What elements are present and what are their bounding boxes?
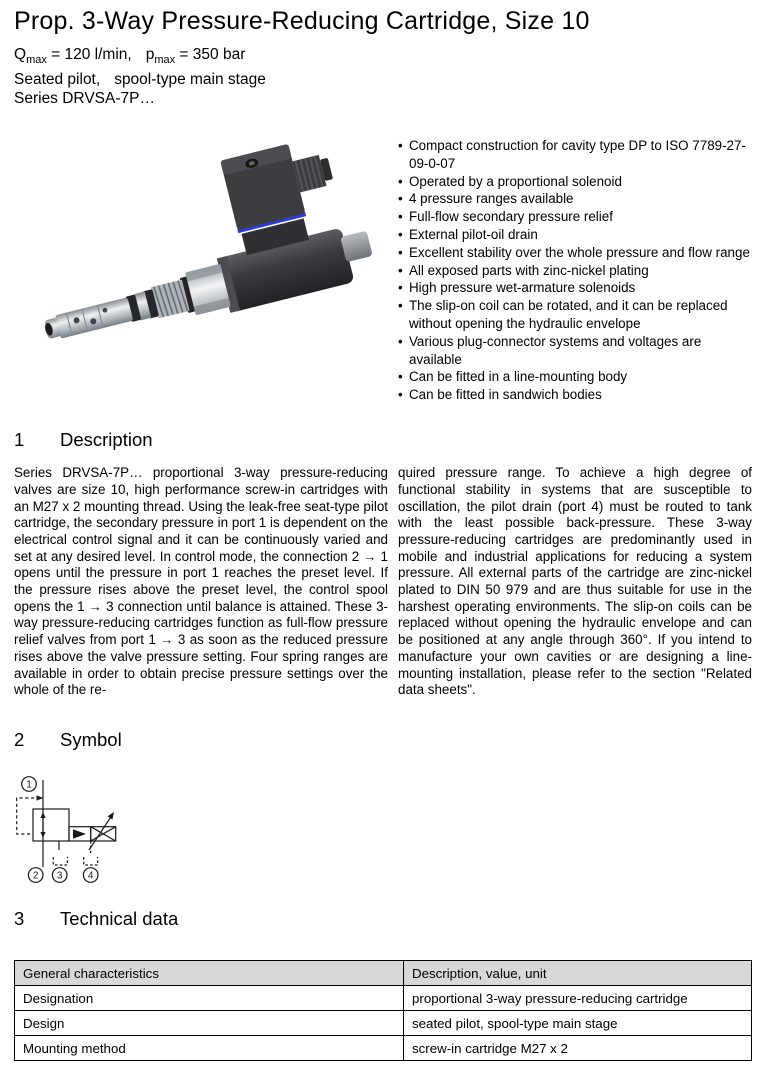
q-subscript: max	[26, 54, 47, 67]
bullet-marker: •	[398, 262, 403, 278]
bullet-marker: •	[398, 244, 403, 260]
port-label-2: 2	[32, 870, 39, 882]
q-value: = 120 l/min,	[46, 46, 132, 63]
description-column-left: Series DRVSA-7P… proportional 3-way pressure-reducing valves are size 10, high performance screw-in cartridges with an M27 x 2 mounting thread. Using the leak-free seat-type pilot cartridge, the secondary pressure in port 1 is dependent on the electrical control signal and it can be continuously varied and set at any desired level. In control mode, the connection 2 → 1 opens until the pressure in port 1 reaches the preset level. If the pressure rises above the preset level, the control spool opens the 1 → 3 connection until balance is attained. These 3-way pressure-reducing cartridges function as full-flow pressure relief valves from port 1 → 3 as soon as the reduced pressure rises above the valve pressure setting. Four spring ranges are available in order to obtain precise pressure settings over the whole of the re-	[14, 465, 388, 698]
table-cell: Design	[15, 1010, 404, 1035]
header-specs	[14, 45, 752, 108]
table-row	[15, 1010, 752, 1035]
feature-text: Excellent stability over the whole pressure and flow range	[409, 244, 750, 260]
section-heading-technical-data	[14, 909, 752, 929]
section-number: 1	[14, 429, 25, 451]
p-subscript: max	[154, 54, 176, 67]
feature-text: Can be fitted in sandwich bodies	[409, 387, 602, 403]
p-symbol: p	[145, 46, 155, 63]
description-body	[14, 465, 752, 699]
bullet-marker: •	[398, 387, 403, 403]
feature-item	[398, 226, 752, 244]
bullet-marker: •	[398, 298, 403, 314]
feature-text: Can be fitted in a line-mounting body	[409, 369, 628, 385]
q-symbol: Q	[14, 46, 27, 63]
table-row	[15, 1035, 752, 1060]
section-title: Technical data	[60, 907, 179, 929]
port-label-4: 4	[87, 870, 94, 882]
bullet-marker: •	[398, 209, 403, 225]
section-heading-symbol	[14, 730, 752, 750]
bullet-marker: •	[398, 138, 403, 154]
table-body	[15, 985, 752, 1060]
feature-item	[398, 297, 752, 333]
feature-item	[398, 386, 752, 404]
table-cell: screw-in cartridge M27 x 2	[404, 1035, 752, 1060]
feature-item	[398, 137, 752, 173]
page-title: Prop. 3-Way Pressure-Reducing Cartridge, Size 10	[14, 7, 590, 35]
description-column-right: quired pressure range. To achieve a high degree of functional stability in systems that are susceptible to oscillation, the pilot drain (port 4) must be routed to tank with the least possible back-pressure. These 3-way pressure-reducing cartridges are predominantly used in mobile and industrial applications for reducing a system pressure. All external parts of the cartridge are zinc-nickel plated to DIN 50 979 and are thus suitable for use in the harshest operating environments. The slip-on coils can be replaced without opening the hydraulic envelope and can be positioned at any angle through 360°. If you intend to manufacture your own cavities or are designing a line-mounting installation, please refer to the section "Related data sheets".	[398, 465, 752, 698]
bullet-marker: •	[398, 227, 403, 243]
feature-text: The slip-on coil can be rotated, and it can be replaced without opening the hydraulic envelope	[409, 298, 728, 332]
section-title: Symbol	[60, 728, 122, 750]
spec-line	[14, 45, 752, 70]
feature-item	[398, 368, 752, 386]
feature-text: 4 pressure ranges available	[409, 191, 574, 207]
table-cell: Designation	[15, 985, 404, 1010]
table-header-row	[15, 960, 752, 985]
feature-item	[398, 190, 752, 208]
section-number: 3	[14, 907, 25, 929]
feature-text: High pressure wet-armature solenoids	[409, 280, 636, 296]
feature-text: Various plug-connector systems and voltages are available	[409, 333, 702, 367]
feature-item	[398, 244, 752, 262]
feature-text: External pilot-oil drain	[409, 227, 538, 243]
technical-data-table	[14, 960, 752, 1061]
series-line: Series DRVSA-7P…	[14, 90, 155, 108]
product-photo	[20, 134, 390, 404]
table-header-cell: Description, value, unit	[404, 960, 752, 985]
bullet-marker: •	[398, 369, 403, 385]
section-number: 2	[14, 728, 25, 750]
feature-item	[398, 279, 752, 297]
bullet-marker: •	[398, 280, 403, 296]
hero-row	[14, 134, 752, 404]
pilot-type-line: Seated pilot, spool-type main stage	[14, 71, 266, 89]
port-label-3: 3	[56, 870, 63, 882]
table-cell: Mounting method	[15, 1035, 404, 1060]
feature-item	[398, 208, 752, 226]
feature-item	[398, 262, 752, 280]
bullet-marker: •	[398, 333, 403, 349]
bullet-marker: •	[398, 191, 403, 207]
table-cell: proportional 3-way pressure-reducing cartridge	[404, 985, 752, 1010]
feature-item	[398, 333, 752, 369]
bullet-marker: •	[398, 173, 403, 189]
port-label-1: 1	[26, 779, 32, 791]
feature-list	[398, 134, 752, 404]
feature-text: Full-flow secondary pressure relief	[409, 209, 613, 225]
feature-item	[398, 173, 752, 191]
table-header-cell: General characteristics	[15, 960, 404, 985]
section-title: Description	[60, 429, 153, 451]
table-cell: seated pilot, spool-type main stage	[404, 1010, 752, 1035]
section-heading-description	[14, 430, 752, 450]
feature-text: All exposed parts with zinc-nickel plating	[409, 262, 649, 278]
table-row	[15, 985, 752, 1010]
feature-text: Compact construction for cavity type DP to ISO 7789-27-09-0-07	[409, 138, 746, 171]
feature-text: Operated by a proportional solenoid	[409, 173, 622, 189]
p-value: = 350 bar	[175, 46, 246, 63]
hydraulic-symbol-diagram	[14, 770, 204, 890]
cartridge-valve-photo-icon	[20, 134, 390, 404]
